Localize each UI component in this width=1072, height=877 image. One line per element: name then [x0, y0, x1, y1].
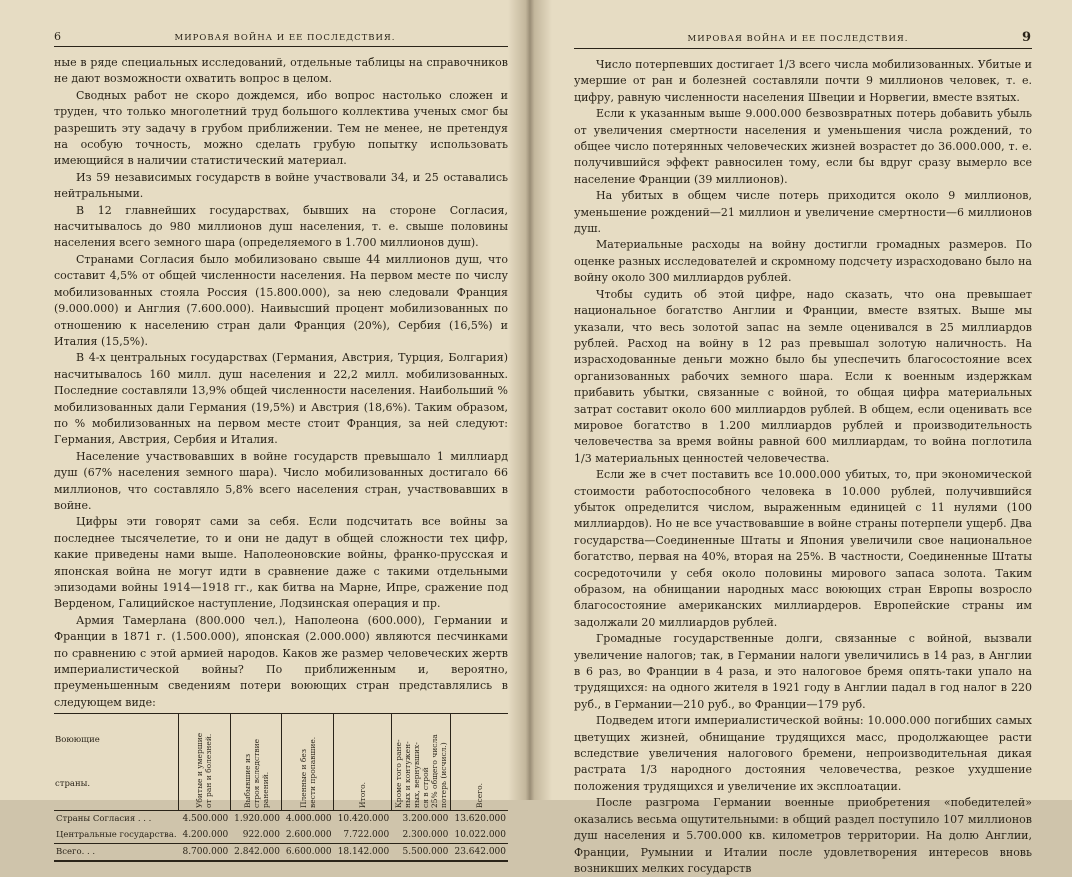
paragraph: Странами Согласия было мобилизовано свыше 44 миллионов душ, что составит 4,5% от общей численности населения. На первом месте по числу мобилизованных стояла Россия (15.800.000), за нею следовали Франция (9.000.000) и Англия (7.600.000). Наивысший процент мобилизованных по отношению к населению стран дали Франция (20%), Сербия (16,5%) и Италия (15,5%).	[54, 252, 508, 348]
column-header: Кроме того ране- ных и контужен- ных, вернувших- ся в строй 25% общего числа потерь (исчисл.)	[391, 714, 450, 811]
table-cell: 10.022.000	[454, 830, 506, 841]
table-row	[54, 811, 508, 828]
losses-table	[54, 713, 508, 862]
page-number: 6	[54, 30, 62, 43]
table-cell: 2.300.000	[402, 830, 449, 841]
table-cell: 4.500.000	[182, 814, 229, 825]
running-head: МИРОВАЯ ВОЙНА И ЕЕ ПОСЛЕДСТВИЯ.	[174, 33, 396, 43]
table-cell: 23.642.000	[450, 844, 508, 862]
paragraph: Если же в счет поставить все 10.000.000 убитых, то, при экономической стоимости работоспособного человека в 10.000 рублей, получившийся убыток определится числом, выраженным единицей с 11 нулями (100 миллиардов). Но не все участвовавшие в войне страны потерпели ущерб. Два государства—Соединенные Штаты и Япония увеличили свое национальное богатство, первая на 40%, вторая на 25%. В частности, Соединенные Штаты сосредоточили у себя около половины мирового запаса золота. Таким образом, на обнищании народных масс воюющих стран Европы возросло благосостояние американских миллиардеров. Европейские страны им задолжали 20 миллиардов рублей.	[574, 468, 1032, 629]
row-label: Центральные государства.	[56, 830, 177, 841]
paragraph: Если к указанным выше 9.000.000 безвозвратных потерь добавить убыль от увеличения смертности населения и уменьшения числа рождений, то общее число потерянных человеческих жизней возрастет до 36.000.000, т. е. получившийся эффект равносилен тому, если бы вдруг сразу вымерло все население Франции (39 миллионов).	[574, 107, 1032, 186]
table-cell: 4.000.000	[285, 814, 332, 825]
right-running-header	[574, 30, 1032, 49]
paragraph: В 12 главнейших государствах, бывших на стороне Согласия, насчитывалось до 980 миллионов душ населения, т. е. свыше половины населения всего земного шара (определяемого в 1.700 миллионов душ).	[54, 203, 508, 250]
paragraph: На убитых в общем числе потерь приходится около 9 миллионов, уменьшение рождений—21 миллион и увеличение смертности—6 миллионов душ.	[574, 189, 1032, 236]
left-body-text	[54, 55, 508, 711]
paragraph: Армия Тамерлана (800.000 чел.), Наполеона (600.000), Германии и Франции в 1871 г. (1.500.000), японская (2.000.000) являются песчинками по сравнению с этой армией народов. Каков же размер человеческих жертв империалистической войны? По приближенным и, вероятно, преуменьшенным сведениям потери воюющих стран представлялись в следующем виде:	[54, 613, 508, 709]
table-cell: 4.200.000	[182, 830, 229, 841]
paragraph: Число потерпевших достигает 1/3 всего числа мобилизованных. Убитые и умершие от ран и болезней составляли почти 9 миллионов человек, т. е. цифру, равную численности населения Швеции и Норвегии, вместе взятых.	[574, 58, 1032, 104]
running-head: МИРОВАЯ ВОЙНА И ЕЕ ПОСЛЕДСТВИЯ.	[687, 34, 909, 44]
paragraph: После разгрома Германии военные приобретения «победителей» оказались весьма ощутительными: в общий раздел поступило 107 миллионов душ населения и 5.700.000 кв. километров территории. На долю Англии, Франции, Румынии и Италии после удовлетворения интересов вновь возникших мелких государств	[574, 796, 1032, 875]
paragraph: Цифры эти говорят сами за себя. Если подсчитать все войны за последнее тысячелетие, то и они не дадут в общей сложности тех цифр, какие приведены нами выше. Наполеоновские войны, франко-прусская и японская война не могут идти в сравнение даже с такими отдельными эпизодами войны 1914—1918 гг., как битва на Марне, Ипре, сражение под Верденом, Галицийское наступление, Лодзинская операция и пр.	[54, 515, 508, 611]
table-row	[54, 827, 508, 844]
column-header: Итого.	[334, 714, 392, 811]
column-header: Пленные и без вести пропавшие.	[282, 714, 334, 811]
table-cell: 1.920.000	[234, 814, 280, 825]
paragraph: Громадные государственные долги, связанные с войной, вызвали увеличение налогов; так, в Германии налоги увеличились в 14 раз, в Англии в 6 раз, во Франции в 4 раза, и это налоговое бремя опять-таки упало на трудящихся: на одного жителя в 1921 году в Англии падал в год налог в 220 руб., в Германии—210 руб., во Франции—179 руб.	[574, 632, 1032, 711]
table-cell: 7.722.000	[343, 830, 390, 841]
table-total-row	[54, 844, 508, 862]
paragraph: Из 59 независимых государств в войне участвовали 34, и 25 оставались нейтральными.	[54, 170, 508, 201]
table-cell: 6.600.000	[282, 844, 334, 862]
right-page	[530, 0, 1072, 875]
column-header: Убитые и умершие от ран и болезней.	[179, 714, 231, 811]
right-body-text	[574, 57, 1032, 877]
paragraph: Сводных работ не скоро дождемся, ибо вопрос настолько сложен и труден, что только многолетний труд большого коллектива ученых смог бы разрешить эту задачу в грубом приближении. Тем не менее, не претендуя на особую точность, можно сделать грубую попытку использовать имеющийся в наличии статистический материал.	[54, 88, 508, 168]
paragraph: Население участвовавших в войне государств превышало 1 миллиард душ (67% населения земного шара). Число мобилизованных достигало 66 миллионов, что составляло 5,8% всего населения стран, участвовавших в войне.	[54, 449, 508, 512]
table-cell: 10.420.000	[337, 814, 390, 825]
table-cell: 8.700.000	[179, 844, 231, 862]
table-cell: 2.842.000	[230, 844, 282, 862]
paragraph: Подведем итоги империалистической войны: 10.000.000 погибших самых цветущих жизней, обнищание трудящихся масс, продолжающее расти вследствие увеличения налогового бремени, непроизводительная дикая растрата 1/3 народного достояния человечества, резкое ухудшение положения трудящихся и увеличение их эксплоатации.	[574, 714, 1032, 793]
paragraph: В 4-х центральных государствах (Германия, Австрия, Турция, Болгария) насчитывалось 160 милл. душ населения и 22,2 милл. мобилизованных. Последние составляли 13,9% общей численности населения. Наибольший % мобилизованных дали Германия (19,5%) и Австрия (18,6%). Таким образом, по % мобилизованных на первом месте стоит Франция, за ней следуют: Германия, Австрия, Сербия и Италия.	[54, 351, 508, 447]
column-header: Воюющие страны.	[54, 714, 179, 811]
column-header: Выбывшие из строя вследствие ранений.	[230, 714, 282, 811]
table-header-row	[54, 714, 508, 811]
row-label: Страны Согласия . . .	[56, 814, 152, 825]
table-cell: 3.200.000	[402, 814, 449, 825]
left-page	[0, 0, 530, 858]
table-cell: 2.600.000	[285, 830, 332, 841]
table-cell: 5.500.000	[391, 844, 450, 862]
table-cell: 13.620.000	[454, 814, 506, 825]
paragraph: Материальные расходы на войну достигли громадных размеров. По оценке разных исследователей и скромному подсчету израсходовано было на войну около 300 миллиардов рублей.	[574, 238, 1032, 285]
paragraph: Чтобы судить об этой цифре, надо сказать, что она превышает национальное богатство Англии и Франции, вместе взятых. Выше мы указали, что весь золотой запас на земле оценивался в 25 миллиардов рублей. Расход на войну в 12 раз превышал золотую наличность. На израсходованные деньги можно было бы упеспечить благосостояние всех организованных рабочих земного шара. Если к военным издержкам прибавить убытки, связанные с войной, то общая цифра материальных затрат составит около 600 миллиардов рублей. В общем, если оценивать все мировое богатство в 1.200 миллиардов рублей и производительность человечества за время войны равной 600 миллиардам, то война поглотила 1/3 материальных ценностей человечества.	[574, 287, 1032, 465]
column-header: Всего.	[450, 714, 508, 811]
row-label: Всего. . .	[54, 844, 179, 862]
table-cell: 18.142.000	[334, 844, 392, 862]
page-number: 9	[1021, 30, 1032, 45]
table-cell: 922.000	[242, 830, 280, 841]
paragraph: ные в ряде специальных исследований, отдельные таблицы на справочников не дают возможности охватить вопрос в целом.	[54, 56, 508, 86]
left-running-header	[54, 30, 508, 47]
